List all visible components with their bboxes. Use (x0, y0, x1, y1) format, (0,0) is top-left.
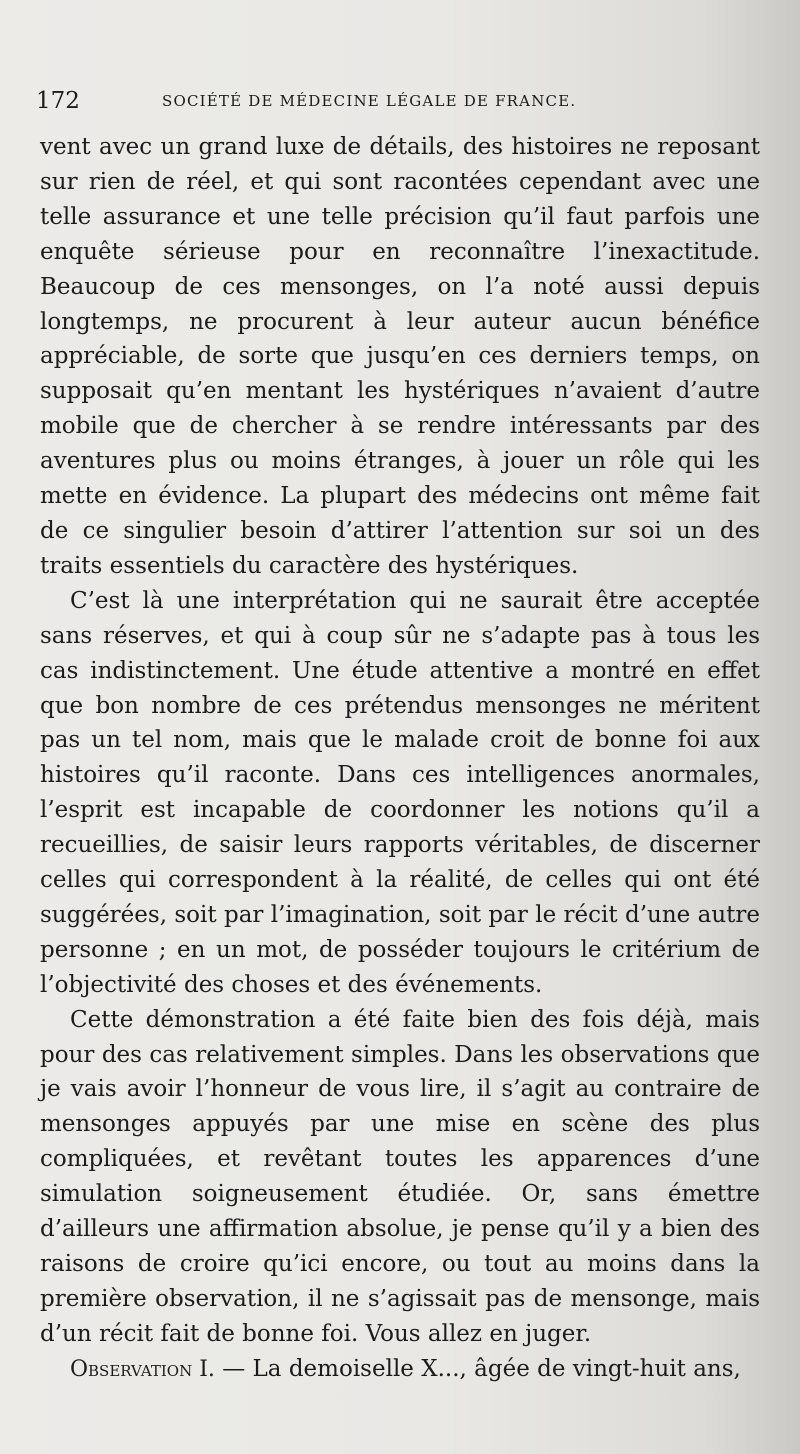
journal-title: SOCIÉTÉ DE MÉDECINE LÉGALE DE FRANCE. (162, 92, 577, 110)
paragraph-continued: vent avec un grand luxe de détails, des histoires ne reposant sur rien de réel, et qui sont racontées cependant avec une telle assurance et une telle précision qu’il faut parfois une enquête sérieuse pour en reconnaître l’inexactitude. Beaucoup de ces mensonges, on l’a noté aussi depuis longtemps, ne procurent à leur auteur aucun bénéfice appréciable, de sorte que jusqu’en ces derniers temps, on supposait qu’en mentant les hystériques n’avaient d’autre mobile que de chercher à se rendre intéressants par des aventures plus ou moins étranges, à jouer un rôle qui les mette en évidence. La plupart des médecins ont même fait de ce singulier besoin d’attirer l’attention sur soi un des traits essentiels du caractère des hystériques. (40, 134, 760, 579)
observation-paragraph (40, 1352, 760, 1388)
observation-label: Observation I. (70, 1356, 215, 1382)
body-text (40, 130, 760, 1388)
page-number: 172 (36, 88, 80, 114)
paragraph-demonstration: Cette démonstration a été faite bien des fois déjà, mais pour des cas relativement simples. Dans les observations que je vais avoir l’honneur de vous lire, il s’agit au contraire de mensonges appuyés par une mise en scène des plus compliquées, et revêtant toutes les apparences d’une simulation soigneusement étudiée. Or, sans émettre d’ailleurs une affirmation absolue, je pense qu’il y a bien des raisons de croire qu’ici encore, ou tout au moins dans la première observation, il ne s’agissait pas de mensonge, mais d’un récit fait de bonne foi. Vous allez en juger. (40, 1006, 760, 1347)
running-header (36, 86, 726, 116)
observation-text: — La demoiselle X..., âgée de vingt-huit ans, (214, 1355, 741, 1382)
paragraph-interpretation: C’est là une interprétation qui ne saurait être acceptée sans réserves, et qui à coup sûr ne s’adapte pas à tous les cas indistinctement. Une étude attentive a montré en effet que bon nombre de ces prétendus mensonges ne méritent pas un tel nom, mais que le malade croit de bonne foi aux histoires qu’il raconte. Dans ces intelligences anormales, l’esprit est incapable de coordonner les notions qu’il a recueillies, de saisir leurs rapports véritables, de discerner celles qui correspondent à la réalité, de celles qui ont été suggérées, soit par l’imagination, soit par le récit d’une autre personne ; en un mot, de posséder toujours le critérium de l’objectivité des choses et des événements. (40, 587, 760, 998)
